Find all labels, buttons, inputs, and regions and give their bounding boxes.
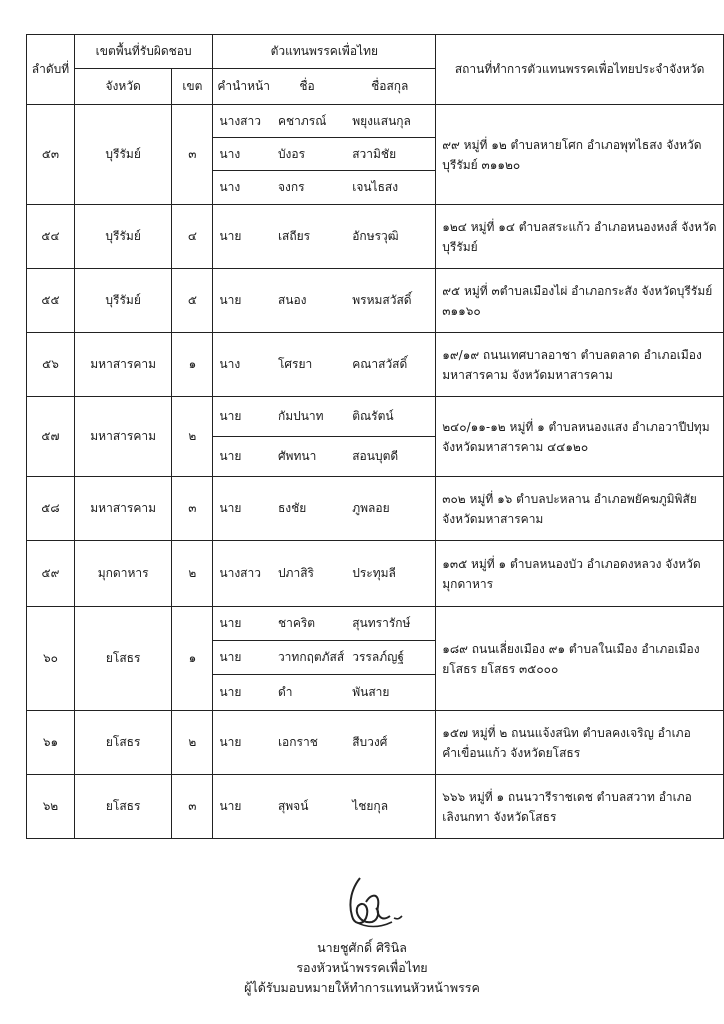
signer-authority: ผู้ได้รับมอบหมายให้ทำการแทนหัวหน้าพรรค bbox=[244, 980, 480, 995]
province-cell: บุรีรัมย์ bbox=[74, 105, 171, 205]
title-cell: นาย bbox=[213, 269, 270, 333]
name-cell: วาทกฤตภัสส์ bbox=[270, 641, 344, 675]
name-cell: กัมปนาท bbox=[270, 397, 344, 437]
row-number: ๖๑ bbox=[27, 711, 75, 775]
row-number: ๕๔ bbox=[27, 205, 75, 269]
surname-cell: วรรลภ์ญฐ์ bbox=[344, 641, 436, 675]
surname-cell: ประทุมลี bbox=[344, 541, 436, 607]
signer-name: นายชูศักดิ์ ศิรินิล bbox=[317, 940, 407, 955]
address-cell: ๙๕ หมู่ที่ ๓ตำบลเมืองไผ่ อำเภอกระสัง จังหวัดบุรีรัมย์ ๓๑๑๖๐ bbox=[436, 269, 724, 333]
name-cell: โศรยา bbox=[270, 333, 344, 397]
district-cell: ๓ bbox=[172, 477, 213, 541]
name-cell: เอกราช bbox=[270, 711, 344, 775]
row-number: ๕๖ bbox=[27, 333, 75, 397]
row-number: ๖๒ bbox=[27, 775, 75, 839]
col-area-header: เขตพื้นที่รับผิดชอบ bbox=[74, 35, 212, 69]
surname-cell: ติณรัตน์ bbox=[344, 397, 436, 437]
address-cell: ๒๔๐/๑๑-๑๒ หมู่ที่ ๑ ตำบลหนองแสง อำเภอวาปีปทุม จังหวัดมหาสารคาม ๔๔๑๒๐ bbox=[436, 397, 724, 477]
district-cell: ๒ bbox=[172, 397, 213, 477]
address-cell: ๓๐๒ หมู่ที่ ๑๖ ตำบลปะหลาน อำเภอพยัคฆภูมิพิสัย จังหวัดมหาสารคาม bbox=[436, 477, 724, 541]
surname-cell: พรหมสวัสดิ์ bbox=[344, 269, 436, 333]
title-cell: นางสาว bbox=[213, 105, 270, 138]
col-address-header: สถานที่ทำการตัวแทนพรรคเพื่อไทยประจำจังหวัด bbox=[436, 35, 724, 105]
surname-cell: สุนทรารักษ์ bbox=[344, 607, 436, 641]
name-cell: ดำ bbox=[270, 675, 344, 711]
name-cell: สนอง bbox=[270, 269, 344, 333]
address-cell: ๑๓๕ หมู่ที่ ๑ ตำบลหนองบัว อำเภอดงหลวง จังหวัดมุกดาหาร bbox=[436, 541, 724, 607]
title-cell: นาย bbox=[213, 775, 270, 839]
district-cell: ๒ bbox=[172, 541, 213, 607]
representatives-table bbox=[26, 34, 724, 839]
name-cell: จงกร bbox=[270, 171, 344, 205]
col-surname-header: ชื่อสกุล bbox=[344, 69, 436, 105]
address-cell: ๖๖๖ หมู่ที่ ๑ ถนนวารีราชเดช ตำบลสวาท อำเภอเลิงนกทา จังหวัดโสธร bbox=[436, 775, 724, 839]
province-cell: ยโสธร bbox=[74, 775, 171, 839]
title-cell: นาย bbox=[213, 397, 270, 437]
surname-cell: ไชยกุล bbox=[344, 775, 436, 839]
table-row bbox=[27, 333, 724, 397]
surname-cell: พยุงแสนกุล bbox=[344, 105, 436, 138]
surname-cell: สวามิชัย bbox=[344, 138, 436, 171]
name-cell: ปภาสิริ bbox=[270, 541, 344, 607]
title-cell: นาย bbox=[213, 675, 270, 711]
signer-position: รองหัวหน้าพรรคเพื่อไทย bbox=[296, 960, 428, 975]
title-cell: นาย bbox=[213, 205, 270, 269]
province-cell: ยโสธร bbox=[74, 711, 171, 775]
district-cell: ๑ bbox=[172, 607, 213, 711]
title-cell: นาย bbox=[213, 641, 270, 675]
district-cell: ๓ bbox=[172, 105, 213, 205]
table-row bbox=[27, 477, 724, 541]
district-cell: ๓ bbox=[172, 775, 213, 839]
surname-cell: อักษรวุฒิ bbox=[344, 205, 436, 269]
surname-cell: พันสาย bbox=[344, 675, 436, 711]
province-cell: มหาสารคาม bbox=[74, 333, 171, 397]
district-cell: ๕ bbox=[172, 269, 213, 333]
table-row bbox=[27, 775, 724, 839]
title-cell: นางสาว bbox=[213, 541, 270, 607]
address-cell: ๑๙/๑๙ ถนนเทศบาลอาชา ตำบลตลาด อำเภอเมืองมหาสารคาม จังหวัดมหาสารคาม bbox=[436, 333, 724, 397]
col-name-header: ชื่อ bbox=[270, 69, 344, 105]
title-cell: นาง bbox=[213, 333, 270, 397]
row-number: ๕๓ bbox=[27, 105, 75, 205]
row-number: ๕๗ bbox=[27, 397, 75, 477]
district-cell: ๒ bbox=[172, 711, 213, 775]
table-row bbox=[27, 397, 724, 437]
table-row bbox=[27, 541, 724, 607]
name-cell: คชาภรณ์ bbox=[270, 105, 344, 138]
address-cell: ๑๒๔ หมู่ที่ ๑๔ ตำบลสระแก้ว อำเภอหนองหงส์ จังหวัดบุรีรัมย์ bbox=[436, 205, 724, 269]
signature-image bbox=[330, 872, 420, 934]
name-cell: ศัพทนา bbox=[270, 437, 344, 477]
col-district-header: เขต bbox=[172, 69, 213, 105]
name-cell: ชาคริต bbox=[270, 607, 344, 641]
name-cell: บังอร bbox=[270, 138, 344, 171]
table-body bbox=[27, 35, 724, 839]
surname-cell: สีบวงศ์ bbox=[344, 711, 436, 775]
table-row bbox=[27, 607, 724, 641]
surname-cell: คณาสวัสดิ์ bbox=[344, 333, 436, 397]
province-cell: บุรีรัมย์ bbox=[74, 269, 171, 333]
name-cell: ธงชัย bbox=[270, 477, 344, 541]
province-cell: ยโสธร bbox=[74, 607, 171, 711]
province-cell: มหาสารคาม bbox=[74, 397, 171, 477]
province-cell: มุกดาหาร bbox=[74, 541, 171, 607]
row-number: ๕๘ bbox=[27, 477, 75, 541]
surname-cell: ภูพลอย bbox=[344, 477, 436, 541]
title-cell: นาง bbox=[213, 138, 270, 171]
address-cell: ๙๙ หมู่ที่ ๑๒ ตำบลหายโศก อำเภอพุทไธสง จังหวัดบุรีรัมย์ ๓๑๑๒๐ bbox=[436, 105, 724, 205]
surname-cell: สอนบุตดี bbox=[344, 437, 436, 477]
col-rep-header: ตัวแทนพรรคเพื่อไทย bbox=[213, 35, 436, 69]
table-row bbox=[27, 269, 724, 333]
address-cell: ๑๕๗ หมู่ที่ ๒ ถนนแจ้งสนิท ตำบลคงเจริญ อำเภอคำเขื่อนแก้ว จังหวัดยโสธร bbox=[436, 711, 724, 775]
province-cell: บุรีรัมย์ bbox=[74, 205, 171, 269]
address-cell: ๑๘๙ ถนนเลี่ยงเมือง ๙๑ ตำบลในเมือง อำเภอเมืองยโสธร ยโสธร ๓๕๐๐๐ bbox=[436, 607, 724, 711]
col-province-header: จังหวัด bbox=[74, 69, 171, 105]
district-cell: ๔ bbox=[172, 205, 213, 269]
row-number: ๕๙ bbox=[27, 541, 75, 607]
col-title-header: คำนำหน้า bbox=[213, 69, 270, 105]
header-row bbox=[27, 35, 724, 69]
province-cell: มหาสารคาม bbox=[74, 477, 171, 541]
title-cell: นาย bbox=[213, 437, 270, 477]
surname-cell: เจนไธสง bbox=[344, 171, 436, 205]
table-row bbox=[27, 105, 724, 138]
name-cell: สุพจน์ bbox=[270, 775, 344, 839]
row-number: ๕๕ bbox=[27, 269, 75, 333]
row-number: ๖๐ bbox=[27, 607, 75, 711]
col-no-header: ลำดับที่ bbox=[27, 35, 75, 105]
name-cell: เสถียร bbox=[270, 205, 344, 269]
title-cell: นาย bbox=[213, 607, 270, 641]
title-cell: นาง bbox=[213, 171, 270, 205]
title-cell: นาย bbox=[213, 711, 270, 775]
district-cell: ๑ bbox=[172, 333, 213, 397]
table-row bbox=[27, 205, 724, 269]
title-cell: นาย bbox=[213, 477, 270, 541]
table-row bbox=[27, 711, 724, 775]
